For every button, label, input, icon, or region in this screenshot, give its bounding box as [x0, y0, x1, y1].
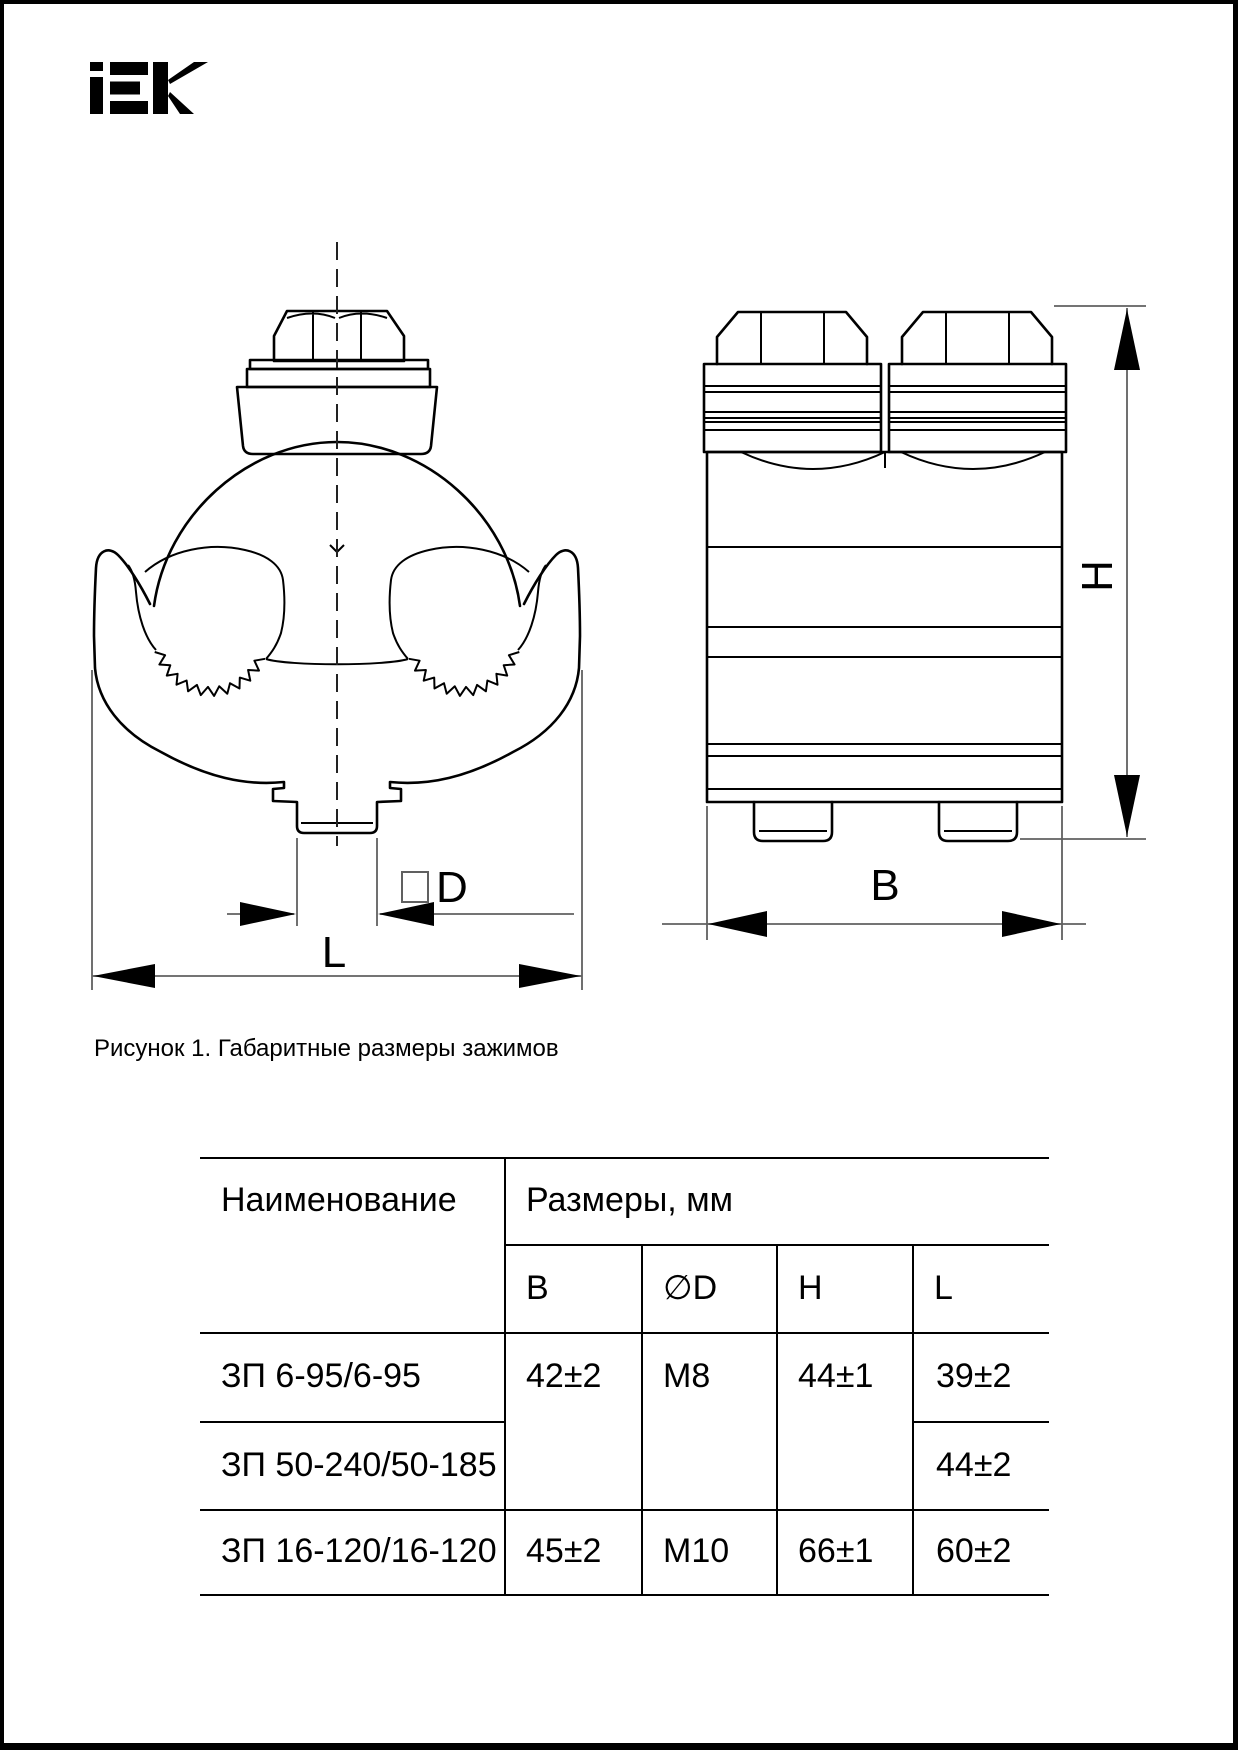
iek-logo-glyphs [90, 62, 208, 114]
row2-name: ЗП 50-240/50-185 [221, 1446, 497, 1484]
table-line-v3 [776, 1244, 778, 1596]
square-section-symbol [402, 872, 428, 902]
iek-logo [89, 62, 209, 114]
ear-inner-left [128, 565, 156, 650]
bolt-head-side-left [717, 312, 867, 364]
row1-name: ЗП 6-95/6-95 [221, 1357, 421, 1395]
figure-drawing [4, 234, 1238, 1014]
d-arrow-right [378, 902, 434, 926]
stack-lines-right [889, 386, 1066, 430]
saddle-arcs [741, 452, 1045, 469]
row1-h: 44±1 [798, 1357, 874, 1395]
bolt-head-side-right [902, 312, 1052, 364]
header-cell-name: Наименование [221, 1181, 457, 1219]
dim-label-b: B [870, 861, 900, 910]
washer-thick [247, 369, 430, 387]
table-line-v2 [641, 1244, 643, 1596]
clamp-side-view [704, 312, 1066, 841]
stud-left [754, 802, 832, 841]
clamp-front-view [94, 242, 580, 846]
bolt-facets-side-right [946, 313, 1009, 364]
header-cell-sizes: Размеры, мм [526, 1181, 733, 1219]
row1-b: 42±2 [526, 1357, 602, 1395]
dimension-lines [92, 306, 1146, 990]
row3-d: М10 [663, 1532, 730, 1570]
row1-l: 39±2 [936, 1357, 1012, 1395]
subheader-cell-d: ∅D [663, 1269, 718, 1307]
bolt-head-front [274, 311, 404, 361]
logo-i-bar [90, 77, 103, 114]
h-arrow-bottom [1114, 775, 1140, 836]
bolt-facets-side-left [761, 313, 824, 364]
b-arrow-right [1002, 911, 1061, 937]
logo-e-mid [110, 82, 140, 95]
washer-stack-left [704, 364, 881, 452]
dim-label-d: D [436, 863, 468, 912]
l-arrow-left [93, 964, 155, 988]
row3-h: 66±1 [798, 1532, 874, 1570]
subheader-cell-b: B [526, 1269, 549, 1307]
ear-inner-right [518, 565, 546, 650]
figure-caption: Рисунок 1. Габаритные размеры зажимов [94, 1035, 559, 1062]
row3-name: ЗП 16-120/16-120 [221, 1532, 497, 1570]
row1-d: М8 [663, 1357, 711, 1395]
d-arrow-left [240, 902, 296, 926]
row3-b: 45±2 [526, 1532, 602, 1570]
serration-right [409, 652, 519, 696]
row3-l: 60±2 [936, 1532, 1012, 1570]
table-line-v4 [912, 1244, 914, 1596]
h-arrow-top [1114, 309, 1140, 370]
dim-label-l: L [321, 928, 347, 977]
logo-i-dot [90, 62, 103, 71]
row2-l: 44±2 [936, 1446, 1012, 1484]
l-arrow-right [519, 964, 581, 988]
dim-label-h: H [1073, 560, 1122, 592]
table-line-bottom [200, 1594, 1049, 1596]
table-line-v1 [504, 1157, 506, 1596]
dimensions-table [200, 1157, 1049, 1596]
serration-left [155, 652, 265, 696]
logo-e-top [110, 62, 148, 75]
stud-right [939, 802, 1017, 841]
stack-lines-left [704, 386, 881, 430]
subheader-cell-l: L [934, 1269, 953, 1307]
washer-stack-right [889, 364, 1066, 452]
logo-k [153, 62, 208, 114]
logo-e-bottom [110, 101, 148, 114]
b-arrow-left [708, 911, 767, 937]
subheader-cell-h: H [798, 1269, 823, 1307]
side-body-lines [707, 547, 1062, 789]
